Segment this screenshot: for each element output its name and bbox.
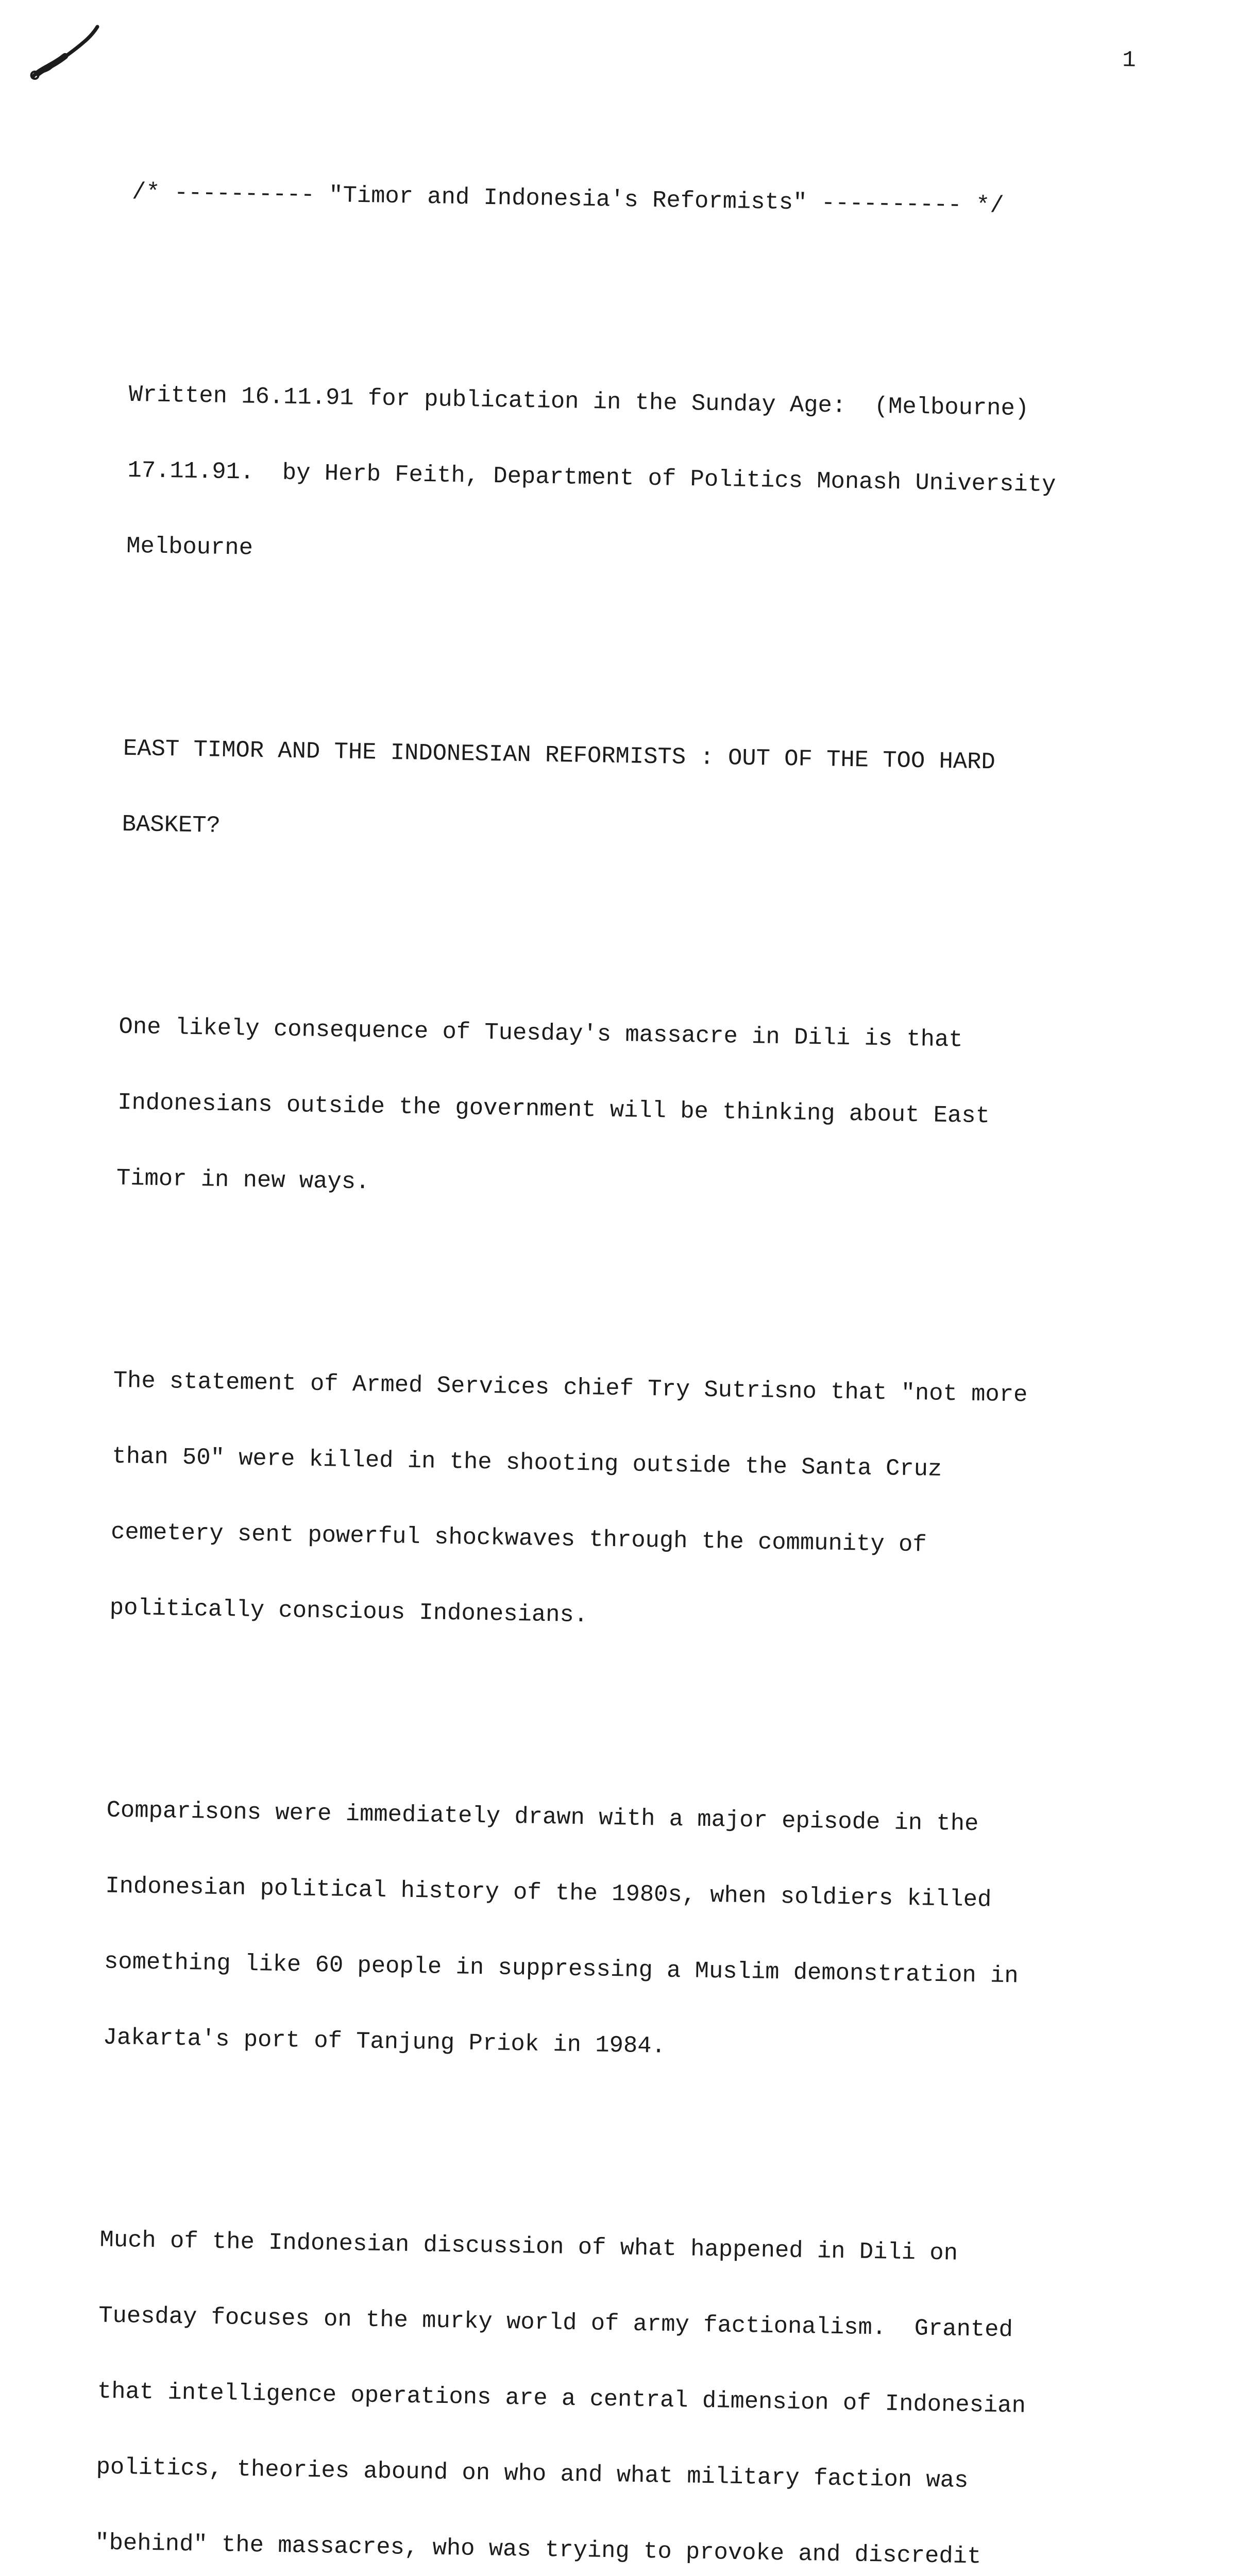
comment-title-line (131, 129, 1163, 272)
text-line: than 50" were killed in the shooting outside the Santa Cruz (112, 1443, 942, 1483)
text-line: Written 16.11.91 for publication in the Sunday Age: (Melbourne) (128, 381, 1029, 422)
byline-paragraph (125, 332, 1160, 625)
document-body (52, 79, 1164, 2576)
text-line: "behind" the massacres, who was trying to provoke and discredit (94, 2529, 981, 2570)
text-line: politically conscious Indonesians. (109, 1594, 588, 1629)
text-line: One likely consequence of Tuesday's massacre in Dili is that (118, 1013, 963, 1054)
text-line: EAST TIMOR AND THE INDONESIAN REFORMISTS : OUT OF THE TOO HARD (123, 735, 996, 776)
pen-mark-icon (28, 22, 101, 84)
text-line: BASKET? (122, 810, 221, 839)
text-line: 17.11.91. by Herb Feith, Department of Politics Monash University (127, 456, 1056, 499)
text-line: Melbourne (126, 532, 253, 562)
paragraph-2 (109, 1318, 1145, 1687)
text-line: Much of the Indonesian discussion of what happened in Dili on (99, 2226, 958, 2267)
headline (121, 686, 1155, 904)
paragraph-3 (102, 1748, 1138, 2117)
text-line: that intelligence operations are a central dimension of Indonesian (97, 2378, 1026, 2419)
text-line: Tuesday focuses on the murky world of army factionalism. Granted (98, 2302, 1013, 2344)
text-line: cemetery sent powerful shockwaves through the community of (110, 1518, 927, 1558)
text-line: Jakarta's port of Tanjung Priok in 1984. (103, 2024, 666, 2060)
text-line: something like 60 people in suppressing a Muslim demonstration in (104, 1948, 1019, 1990)
text-line: Timor in new ways. (116, 1164, 370, 1196)
text-line: Indonesians outside the government will be thinking about East (117, 1089, 990, 1130)
paragraph-1 (115, 964, 1150, 1258)
paragraph-4 (92, 2177, 1131, 2576)
page-number: 1 (1122, 47, 1137, 74)
text-line: /* ---------- "Timor and Indonesia's Reformists" ---------- */ (131, 178, 1005, 219)
text-line: Comparisons were immediately drawn with a major episode in the (106, 1797, 979, 1838)
text-line: The statement of Armed Services chief Try Sutrisno that "not more (113, 1367, 1028, 1409)
text-line: Indonesian political history of the 1980s, when soldiers killed (105, 1872, 992, 1913)
text-line: politics, theories abound on who and what military faction was (96, 2453, 969, 2495)
